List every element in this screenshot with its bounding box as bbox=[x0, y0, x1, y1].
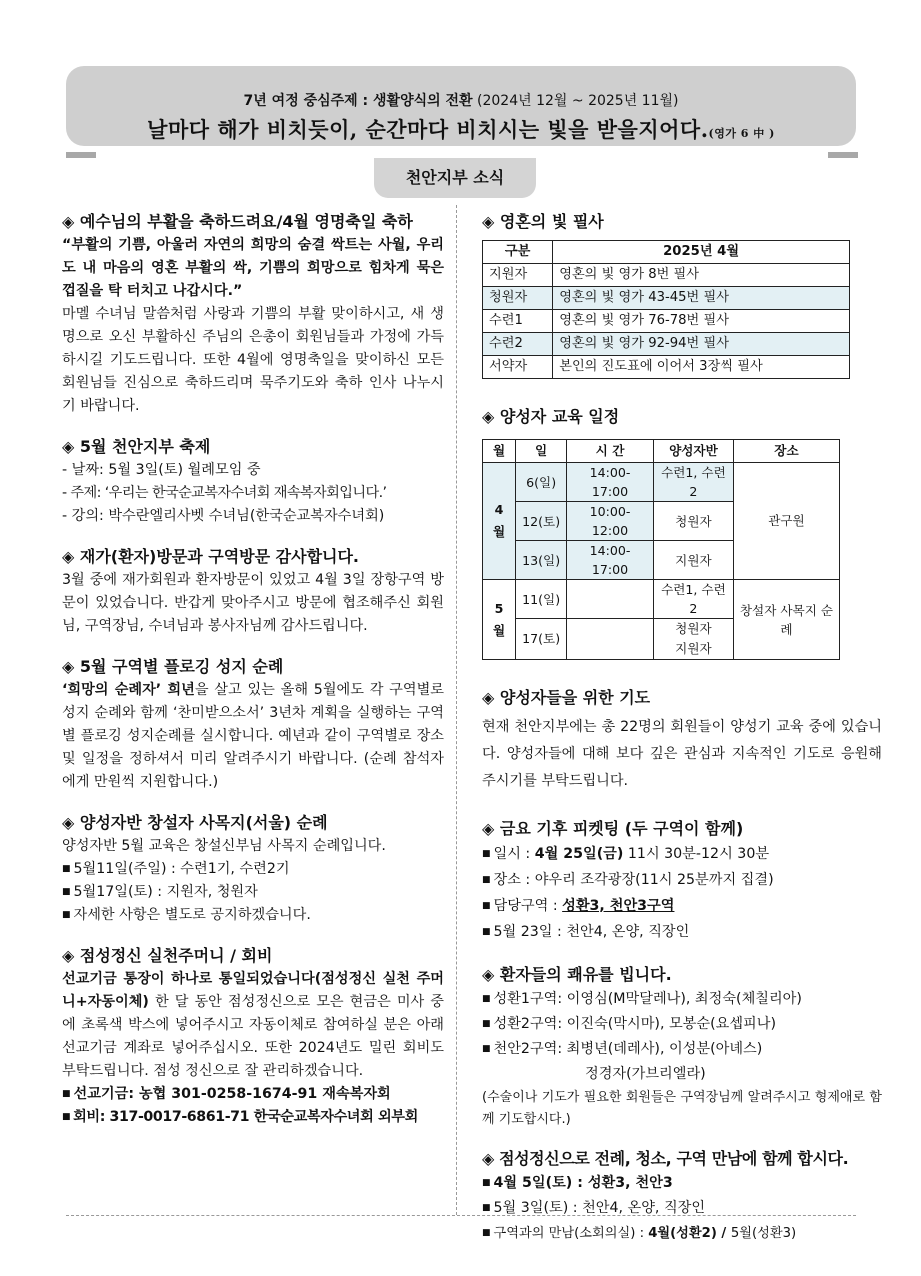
section-title: ◈ 양성자 교육 일정 bbox=[482, 407, 620, 426]
section-title: ◈ 점성정신으로 전례, 청소, 구역 만남에 함께 합시다. bbox=[482, 1149, 849, 1168]
table-row: 5월 11(일) 수련1, 수련2 창설자 사목지 순례 bbox=[483, 580, 840, 619]
dues-text: 한 달 동안 점성정신으로 모은 현금은 미사 중에 초록색 박스에 넣어주시고 자동이체로 참여하실 분은 아래 선교기금 계좌로 넣어주십시오. 또한 2024년도 밀린 회비도 부탁드립니다. 점성 정신으로 잘 관리하겠습니다. bbox=[62, 994, 444, 1079]
list-item: ■ 자세한 사항은 별도로 공지하겠습니다. bbox=[62, 907, 311, 923]
list-item: ■ 일시 : 4월 25일(금) 11시 30분-12시 30분 bbox=[482, 846, 770, 862]
formation-prayer-body: 현재 천안지부에는 총 22명의 회원들이 양성기 교육 중에 있습니다. 양성자들에 대해 보다 깊은 관심과 지속적인 기도로 응원해 주시기를 부탁드립니다. bbox=[482, 719, 882, 789]
section-title: ◈ 환자들의 쾌유를 빕니다. bbox=[482, 965, 672, 984]
section-visit-thanks bbox=[62, 545, 444, 638]
section-title: ◈ 영혼의 빛 필사 bbox=[482, 212, 604, 231]
section-pilgrimage bbox=[62, 811, 444, 927]
table-row: 12(토) 10:00-12:00 청원자 bbox=[483, 502, 840, 541]
table-header: 장소 bbox=[733, 440, 839, 463]
list-item: ■ 구역과의 만남(소회의실) : 4월(성환2) / 5월(성환3) bbox=[482, 1226, 797, 1241]
section-climate-picketing bbox=[482, 817, 882, 945]
table-row: 13(일) 14:00-17:00 지원자 bbox=[483, 541, 840, 580]
transcription-table bbox=[482, 240, 850, 379]
list-item: ■ 5월 23일 : 천안4, 온양, 직장인 bbox=[482, 924, 690, 940]
section-formation-schedule bbox=[482, 405, 882, 660]
list-item: ■ 장소 : 야우리 조각광장(11시 25분까지 집결) bbox=[482, 872, 774, 888]
easter-body: 마멜 수녀님 말씀처럼 사랑과 기쁨의 부활 맞이하시고, 새 생명으로 오신 부활하신 주님의 은총이 회원님들과 가정에 가득하시길 기도드립니다. 또한 4월에 영명축일을 맞이하신 모든 회원님들 진심으로 축하드리며 묵주기도와 축하 인사 나누시기 바랍니다. bbox=[62, 306, 444, 414]
table-header: 2025년 4월 bbox=[553, 241, 850, 264]
list-item: ■ 담당구역 : 성환3, 천안3구역 bbox=[482, 898, 675, 914]
column-divider bbox=[456, 205, 457, 1215]
section-patients bbox=[482, 963, 882, 1131]
theme-header bbox=[66, 66, 856, 146]
section-formation-prayer bbox=[482, 686, 882, 795]
festival-lecture: - 강의: 박수란엘리사벳 수녀님(한국순교복자수녀회) bbox=[62, 508, 385, 524]
list-item: ■ 5월 3일(토) : 천안4, 온양, 직장인 bbox=[482, 1200, 706, 1216]
plogging-bold: ‘희망의 순례자’ 희년 bbox=[62, 682, 195, 698]
dues-body bbox=[62, 968, 444, 1083]
section-liturgy-duty bbox=[482, 1147, 882, 1246]
branch-title: 천안지부 소식 bbox=[374, 158, 536, 198]
theme-verse-ref: (영가 6 中 ) bbox=[708, 127, 775, 140]
section-transcription bbox=[482, 210, 882, 379]
theme-period: (2024년 12월 ~ 2025년 11월) bbox=[472, 93, 679, 109]
theme-title: 7년 여정 중심주제 : 생활양식의 전환 bbox=[243, 93, 473, 109]
list-item-continued: 정경자(가브리엘라) bbox=[585, 1066, 706, 1082]
section-title: ◈ 예수님의 부활을 축하드려요/4월 영명축일 축하 bbox=[62, 212, 413, 231]
schedule-table bbox=[482, 439, 840, 660]
list-item: ■ 선교기금: 농협 301-0258-1674-91 재속복자회 bbox=[62, 1086, 391, 1102]
easter-quote: “부활의 기쁨, 아울러 자연의 희망의 숨결 싹트는 사월, 우리도 내 마음의 영혼 부활의 싹, 기쁨의 희망으로 힘차게 묵은 껍질을 탁 터치고 나갑시다.” bbox=[62, 237, 444, 299]
bottom-divider bbox=[66, 1215, 856, 1216]
section-title: ◈ 재가(환자)방문과 구역방문 감사합니다. bbox=[62, 547, 360, 566]
section-dues bbox=[62, 944, 444, 1129]
header-bar-right bbox=[828, 152, 858, 158]
table-header: 월 bbox=[483, 440, 516, 463]
table-row: 수련1 영혼의 빛 영가 76-78번 필사 bbox=[483, 310, 850, 333]
section-title: ◈ 양성자들을 위한 기도 bbox=[482, 688, 651, 707]
festival-theme: - 주제: ‘우리는 한국순교복자수녀회 재속복자회입니다.’ bbox=[62, 485, 387, 501]
section-title: ◈ 점성정신 실천주머니 / 회비 bbox=[62, 946, 273, 965]
table-header: 구분 bbox=[483, 241, 553, 264]
theme-verse bbox=[66, 114, 856, 144]
section-plogging bbox=[62, 655, 444, 794]
left-column bbox=[62, 210, 444, 1129]
table-header: 시 간 bbox=[567, 440, 654, 463]
list-item: ■ 성환1구역: 이영심(M막달레나), 최정숙(체칠리아) bbox=[482, 991, 802, 1007]
theme-verse-text: 날마다 해가 비치듯이, 순간마다 비치시는 빛을 받을지어다. bbox=[147, 117, 709, 142]
table-row: 수련2 영혼의 빛 영가 92-94번 필사 bbox=[483, 333, 850, 356]
section-title: ◈ 5월 천안지부 축제 bbox=[62, 437, 211, 456]
plogging-text: 을 살고 있는 올해 5월에도 각 구역별로 성지 순례와 함께 ‘찬미받으소서’ 3년차 계획을 실행하는 구역별 플로깅 성지순례를 실시합니다. 예년과 같이 구역별로 장소 및 일정을 정하셔서 미리 알려주시기 바랍니다. (순례 참석자에게 만원씩 지원합니다.) bbox=[62, 682, 444, 790]
table-row: 4월 6(일) 14:00-17:00 수련1, 수련2 관구원 bbox=[483, 463, 840, 502]
table-row: 지원자 영혼의 빛 영가 8번 필사 bbox=[483, 264, 850, 287]
list-item: ■ 성환2구역: 이진숙(막시마), 모봉순(요셉피나) bbox=[482, 1016, 776, 1032]
list-item: ■ 천안2구역: 최병년(데레사), 이성분(아녜스) bbox=[482, 1041, 763, 1057]
festival-date: - 날짜: 5월 3일(토) 월례모임 중 bbox=[62, 462, 261, 478]
section-title: ◈ 양성자반 창설자 사목지(서울) 순례 bbox=[62, 813, 328, 832]
table-header: 일 bbox=[516, 440, 567, 463]
right-column bbox=[482, 210, 882, 1246]
section-easter bbox=[62, 210, 444, 418]
table-row: 17(토) 청원자 지원자 bbox=[483, 619, 840, 660]
list-item: ■ 5월17일(토) : 지원자, 청원자 bbox=[62, 884, 258, 900]
theme-line bbox=[66, 90, 856, 110]
section-title: ◈ 5월 구역별 플로깅 성지 순례 bbox=[62, 657, 284, 676]
table-header: 양성자반 bbox=[653, 440, 733, 463]
table-row: 청원자 영혼의 빛 영가 43-45번 필사 bbox=[483, 287, 850, 310]
list-item: ■ 5월11일(주일) : 수련1기, 수련2기 bbox=[62, 861, 290, 877]
plogging-body bbox=[62, 679, 444, 794]
section-title: ◈ 금요 기후 피켓팅 (두 구역이 함께) bbox=[482, 819, 744, 838]
dues-bold: 선교기금 통장이 하나로 통일되었습니다(점성정신 실천 주머니+자동이체) bbox=[62, 971, 444, 1010]
visit-body: 3월 중에 재가회원과 환자방문이 있었고 4월 3일 장항구역 방문이 있었습니다. 반갑게 맞아주시고 방문에 협조해주신 회원님, 구역장님, 수녀님과 봉사자님께 감사드립니다. bbox=[62, 572, 444, 634]
list-item: ■ 4월 5일(토) : 성환3, 천안3 bbox=[482, 1175, 673, 1191]
header-bar-left bbox=[66, 152, 96, 158]
pilgrimage-intro: 양성자반 5월 교육은 창설신부님 사목지 순례입니다. bbox=[62, 838, 386, 854]
patients-note: (수술이나 기도가 필요한 회원들은 구역장님께 알려주시고 형제애로 함께 기도합시다.) bbox=[482, 1090, 882, 1127]
list-item: ■ 회비: 317-0017-6861-71 한국순교복자수녀회 외부회 bbox=[62, 1109, 418, 1125]
section-festival bbox=[62, 435, 444, 528]
table-row: 서약자 본인의 진도표에 이어서 3장씩 필사 bbox=[483, 356, 850, 379]
